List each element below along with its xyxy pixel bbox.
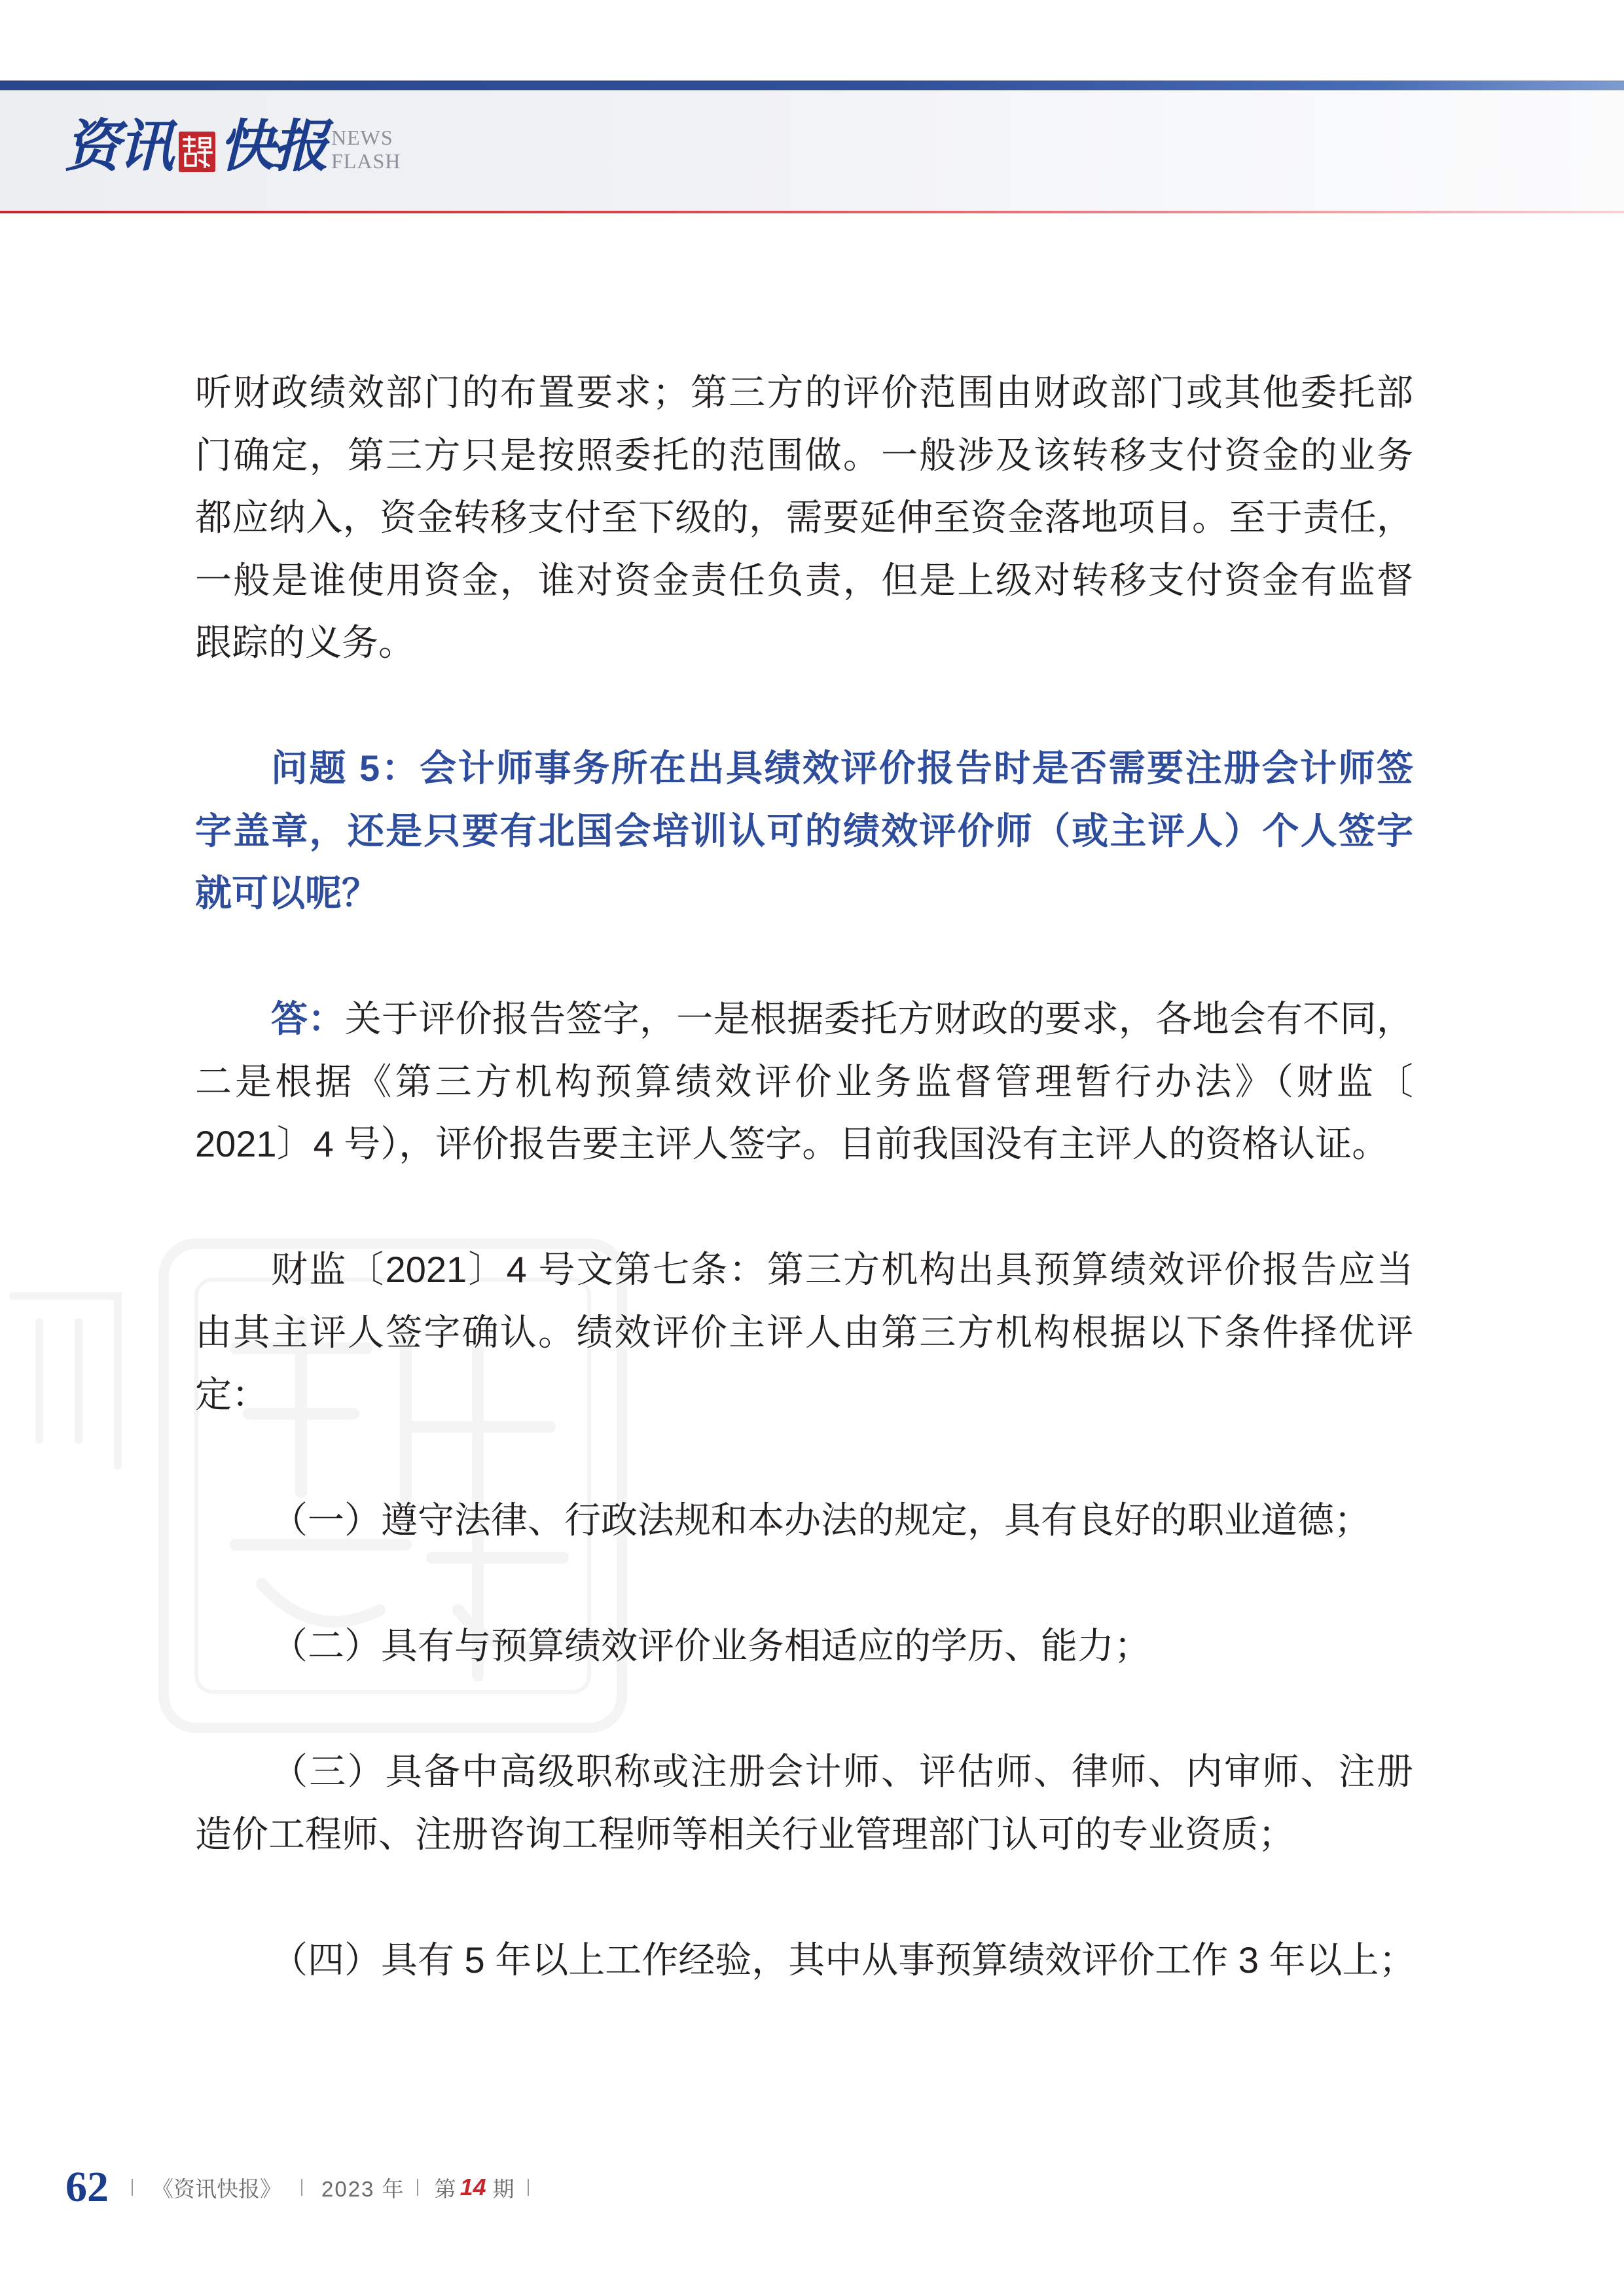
answer-label: 答： [271,998,345,1039]
text-line: 财监〔2021〕4 号文第七条：第三方机构出具预算绩效评价报告应当 [271,1249,1413,1290]
answer-line: 二是根据《第三方机构预算绩效评价业务监督管理暂行办法》（财监〔 [195,1060,1413,1102]
text-line: 门确定，第三方只是按照委托的范围做。一般涉及该转移支付资金的业务 [195,434,1413,476]
logo-text-right: 快报 [219,113,326,179]
text-line: 跟踪的义务。 [195,622,415,663]
footer-issue-suffix: 期 [492,2176,514,2201]
footer-separator [301,2179,302,2196]
footer-separator [132,2179,133,2196]
text-line: 造价工程师、注册咨询工程师等相关行业管理部门认可的专业资质； [195,1813,1295,1855]
answer-line [195,988,1413,1050]
logo-seal-icon [179,132,215,172]
paragraph-continuation [195,361,1413,674]
footer-issue-prefix: 第 [434,2176,456,2201]
condition-2 [195,1615,1413,1677]
answer-text: 关于评价报告签字，一是根据委托方财政的要求，各地会有不同， [344,998,1414,1039]
text-line: （四）具有 5 年以上工作经验，其中从事预算绩效评价工作 3 年以上； [271,1939,1416,1981]
condition-1 [195,1489,1413,1552]
question-5 [195,737,1413,925]
page-number: 62 [65,2163,109,2211]
text-line: （三）具备中高级职称或注册会计师、评估师、律师、内审师、注册 [271,1751,1413,1792]
condition-4 [195,1929,1416,1992]
article-body [195,361,1416,1991]
text-line: 听财政绩效部门的布置要求；第三方的评价范围由财政部门或其他委托部 [195,372,1413,413]
text-line: （一）遵守法律、行政法规和本办法的规定，具有良好的职业道德； [271,1499,1371,1541]
text-line: 一般是谁使用资金，谁对资金责任负责，但是上级对转移支付资金有监督 [195,559,1413,601]
footer-publication: 《资讯快报》 [152,2176,281,2201]
text-line: （二）具有与预算绩效评价业务相适应的学历、能力； [271,1625,1151,1666]
answer-line: 2021〕4 号），评价报告要主评人签字。目前我国没有主评人的资格认证。 [195,1123,1389,1164]
footer-separator [528,2179,529,2196]
question-line: 就可以呢？ [195,872,378,914]
header-blue-bar [0,81,1624,90]
text-line: 都应纳入，资金转移支付至下级的，需要延伸至资金落地项目。至于责任， [195,497,1413,538]
text-line: 由其主评人签字确认。绩效评价主评人由第三方机构根据以下条件择优评 [195,1311,1413,1353]
question-line: 问题 5：会计师事务所在出具绩效评价报告时是否需要注册会计师签 [271,747,1413,789]
question-line: 字盖章，还是只要有北国会培训认可的绩效评价师（或主评人）个人签字 [195,810,1413,852]
page-footer [65,2161,529,2214]
article-7-paragraph [195,1238,1413,1426]
answer-5 [195,988,1413,1175]
text-line: 定： [195,1374,268,1415]
footer-separator [417,2179,418,2196]
footer-year: 2023 年 [321,2176,405,2201]
condition-3 [195,1740,1413,1865]
header-red-rule [0,211,1624,213]
logo-text-left: 资讯 [64,113,171,179]
logo-english-flash: FLASH [331,149,401,173]
logo-english-text [331,126,401,173]
logo-english-news: NEWS [331,126,393,149]
footer-issue-number: 14 [460,2174,486,2200]
